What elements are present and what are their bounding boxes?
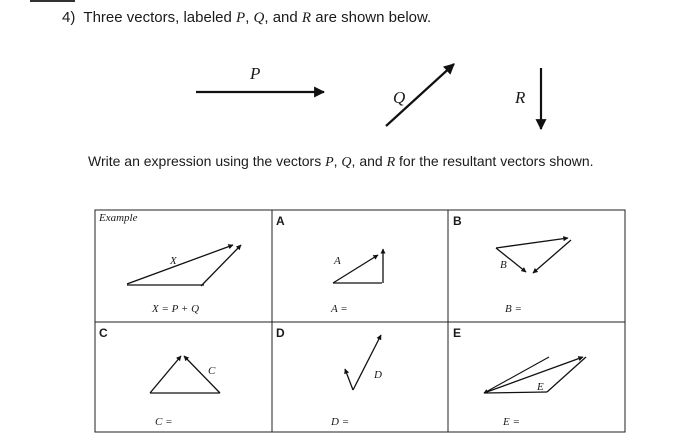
b-right-arrow [533, 240, 571, 273]
cell-b-diagram [496, 238, 571, 273]
instruction-sep-2: , and [351, 153, 383, 169]
vector-r-label: R [515, 88, 526, 107]
cell-c-label: C [99, 326, 108, 340]
cell-b-vector-label: B [500, 259, 507, 271]
cell-a-vector-label: A [334, 255, 341, 267]
example-p-arrow [127, 245, 233, 284]
question-sep-1: , [245, 9, 250, 26]
example-equation: X = P + Q [152, 303, 200, 315]
cell-d-label: D [276, 326, 285, 340]
question-text [62, 9, 431, 27]
e-right-line [547, 357, 586, 392]
answer-table-grid [95, 210, 625, 432]
cell-d-vector-label: D [374, 369, 382, 381]
cell-a-equation-prompt: A = [331, 303, 348, 315]
question-var-p: P [236, 10, 246, 26]
cell-d-diagram [345, 335, 381, 390]
instruction-text-before: Write an expression using the vectors [88, 153, 322, 169]
cell-e-diagram [484, 357, 586, 393]
instruction-var-p: P [325, 155, 334, 170]
question-sep-2: , and [264, 9, 298, 26]
cell-e-equation-prompt: E = [503, 416, 520, 428]
instruction-var-q: Q [341, 155, 352, 170]
d-short-arrow [345, 369, 353, 390]
question-var-q: Q [253, 10, 265, 26]
example-cell-label: Example [99, 212, 138, 224]
cell-c-equation-prompt: C = [155, 416, 173, 428]
instruction-text [88, 153, 594, 171]
cell-e-vector-label: E [537, 381, 544, 393]
question-var-r: R [301, 10, 312, 26]
b-top-arrow [496, 238, 568, 248]
vector-q-label: Q [393, 88, 406, 107]
instruction-sep-1: , [333, 153, 338, 169]
cell-c-vector-label: C [208, 365, 216, 377]
cell-d-equation-prompt: D = [331, 416, 350, 428]
cell-b-equation-prompt: B = [505, 303, 522, 315]
c-left-arrow [150, 356, 181, 393]
vector-p-label: P [250, 64, 261, 83]
instruction-text-after: for the resultant vectors shown. [399, 153, 594, 169]
question-text-after: are shown below. [315, 9, 432, 26]
d-long-arrow [353, 335, 381, 390]
question-text-before: Three vectors, labeled [83, 9, 232, 26]
question-number: 4) [62, 9, 76, 26]
instruction-var-r: R [386, 155, 396, 170]
example-diagram [127, 245, 241, 286]
cell-e-label: E [453, 326, 462, 340]
example-vector-x-label: X [170, 255, 177, 267]
cell-b-label: B [453, 214, 462, 228]
cell-a-label: A [276, 214, 285, 228]
e-top-arrow [484, 357, 583, 393]
example-q-arrow [201, 245, 241, 286]
